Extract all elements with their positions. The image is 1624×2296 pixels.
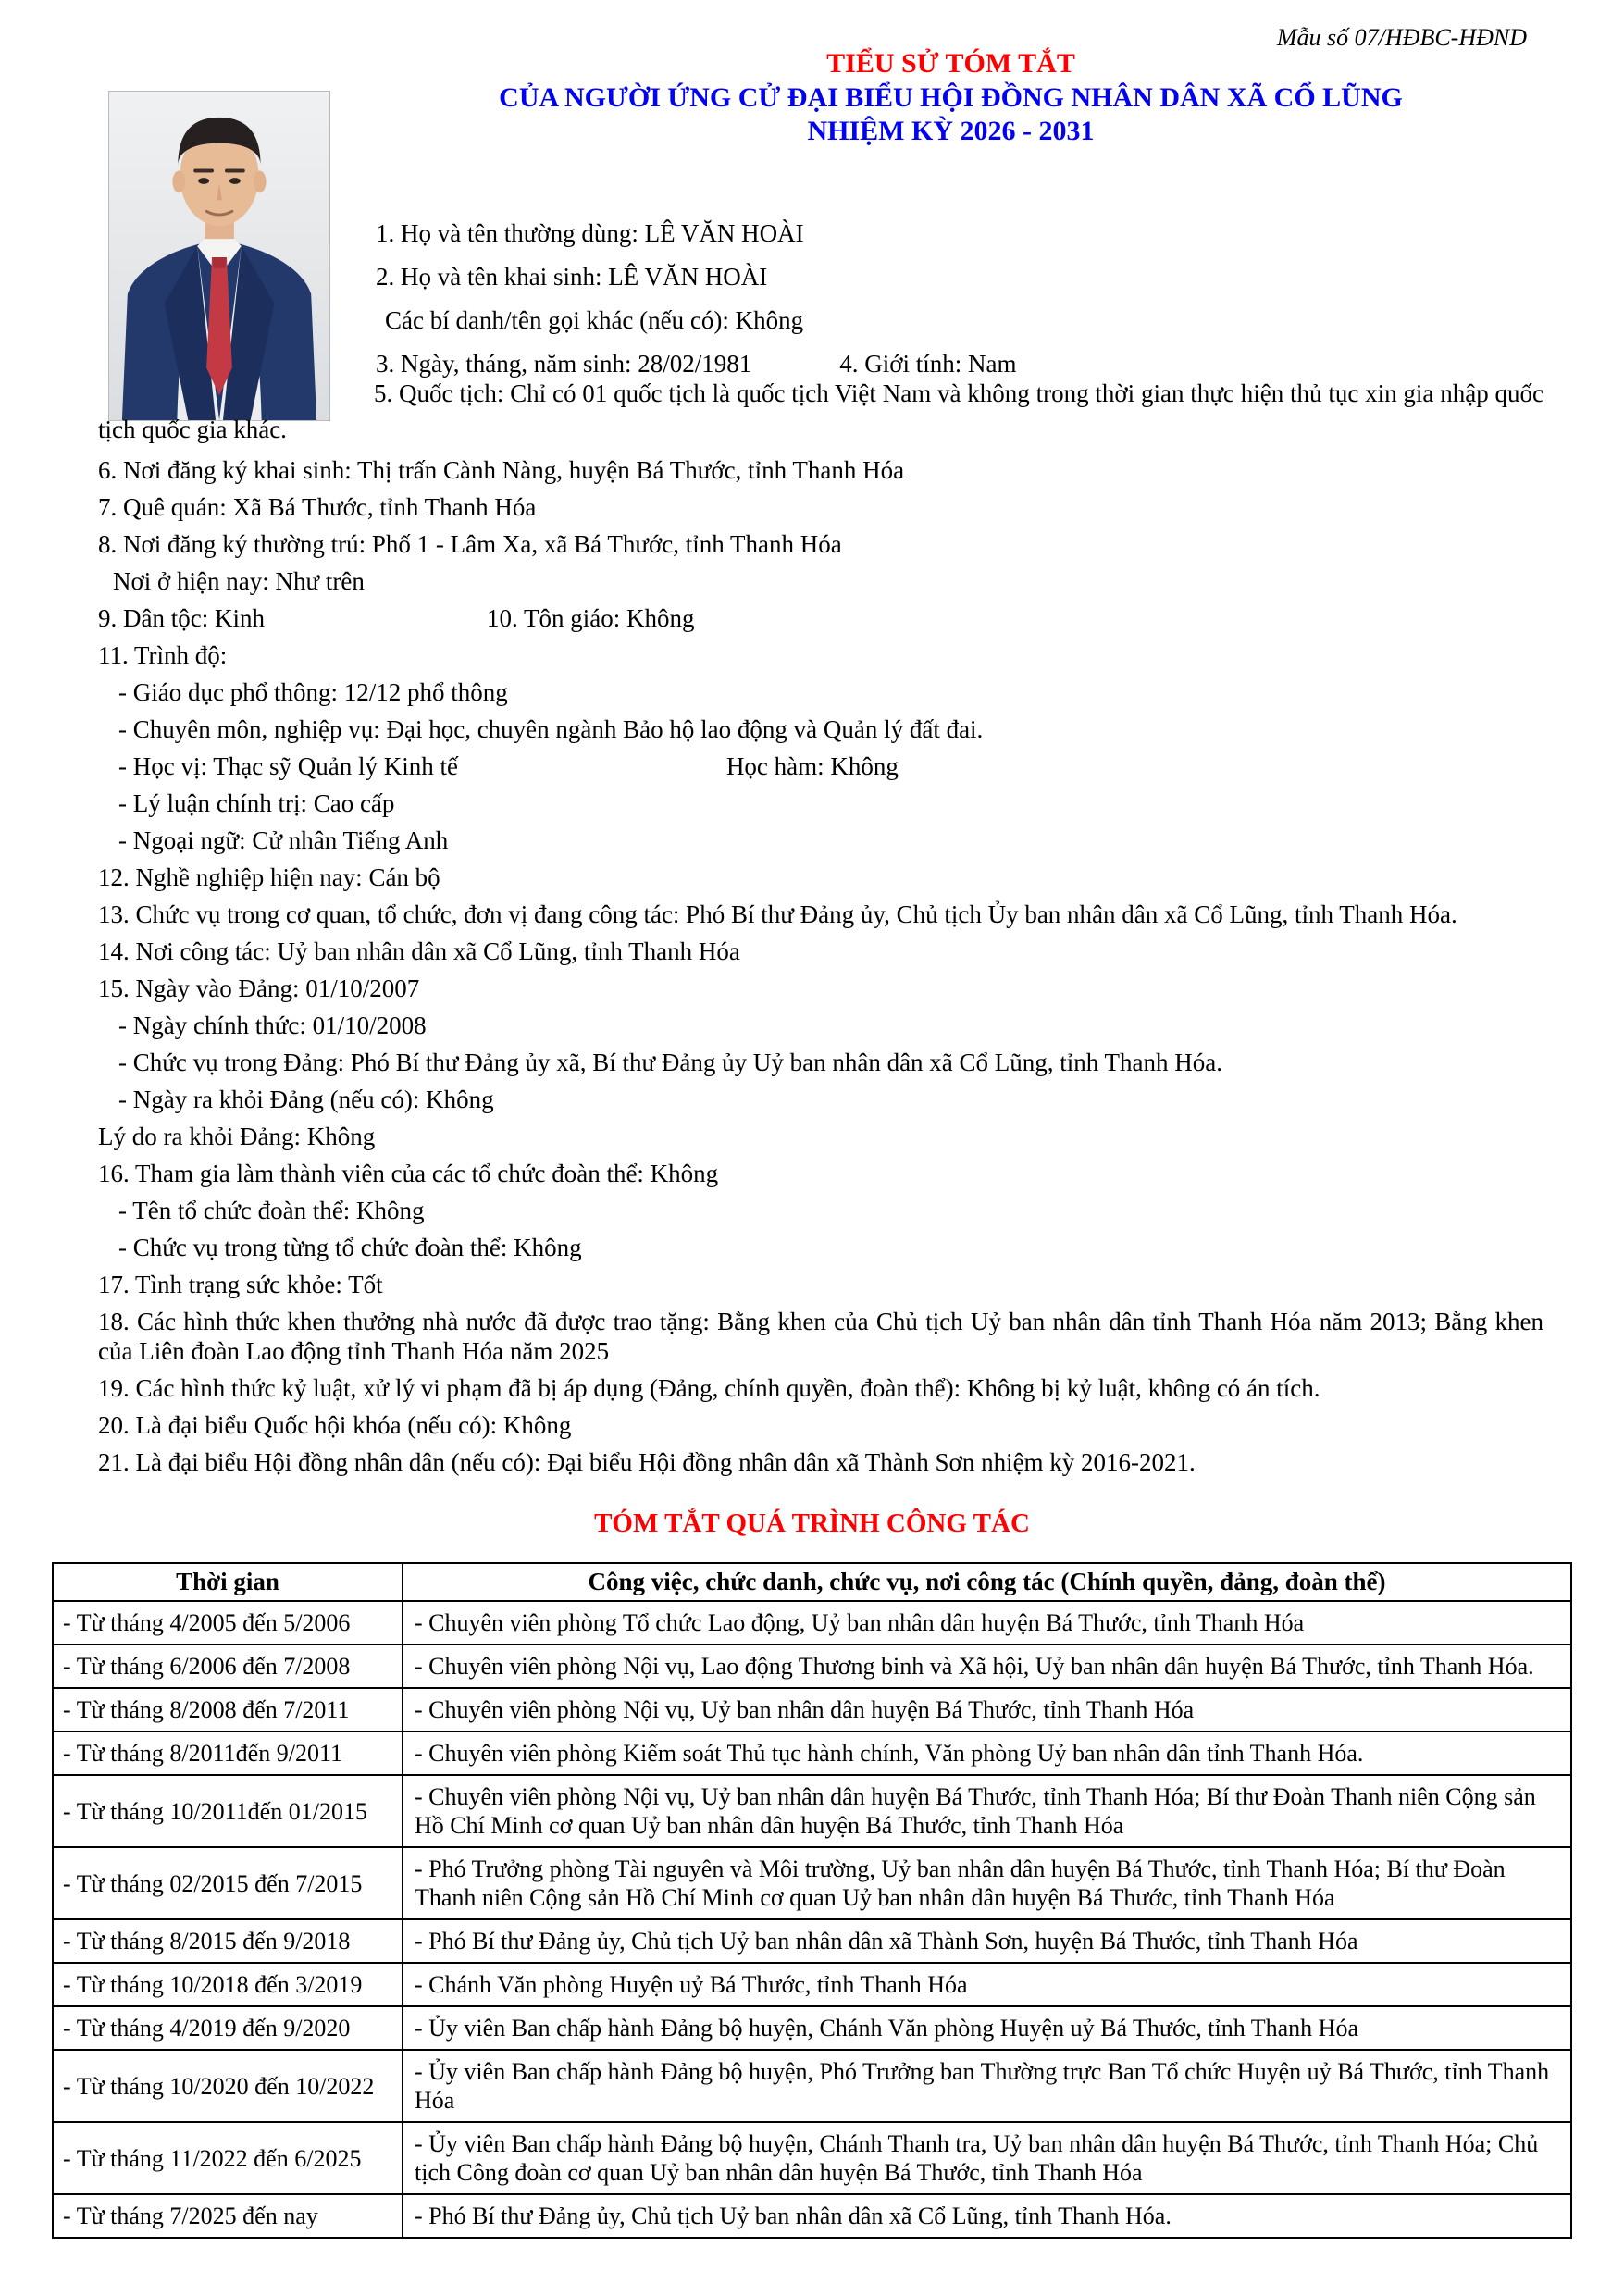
career-period: - Từ tháng 8/2015 đến 9/2018 bbox=[53, 1919, 403, 1963]
form-number: Mẫu số 07/HĐBC-HĐND bbox=[1276, 24, 1527, 51]
info-line bbox=[98, 1447, 1543, 1477]
personal-info-beside-photo bbox=[376, 218, 1579, 392]
info-text: 1. Họ và tên thường dùng: LÊ VĂN HOÀI bbox=[376, 219, 804, 247]
career-period: - Từ tháng 02/2015 đến 7/2015 bbox=[53, 1847, 403, 1919]
info-line bbox=[98, 1159, 1543, 1188]
info-line bbox=[98, 603, 1543, 633]
info-line bbox=[376, 262, 1579, 292]
info-text: Nơi ở hiện nay: Như trên bbox=[113, 567, 365, 595]
info-text: - Ngày chính thức: 01/10/2008 bbox=[118, 1011, 427, 1039]
career-position: - Phó Bí thư Đảng ủy, Chủ tịch Uỷ ban nhân dân xã Thành Sơn, huyện Bá Thước, tỉnh Thanh Hóa bbox=[403, 1919, 1571, 1963]
document-subtitle-line1: CỦA NGƯỜI ỨNG CỬ ĐẠI BIỂU HỘI ĐỒNG NHÂN DÂN XÃ CỔ LŨNG bbox=[499, 81, 1403, 113]
career-period: - Từ tháng 10/2018 đến 3/2019 bbox=[53, 1963, 403, 2006]
career-period: - Từ tháng 4/2019 đến 9/2020 bbox=[53, 2006, 403, 2050]
career-table-row bbox=[53, 1847, 1571, 1919]
career-table-header-row bbox=[53, 1563, 1571, 1601]
info-line bbox=[98, 1373, 1543, 1403]
info-line bbox=[98, 825, 1543, 855]
info-line bbox=[98, 1085, 1543, 1114]
career-period: - Từ tháng 10/2020 đến 10/2022 bbox=[53, 2050, 403, 2122]
info-text: 13. Chức vụ trong cơ quan, tổ chức, đơn vị đang công tác: Phó Bí thư Đảng ủy, Chủ tịch Ủy ban nhân dân xã Cổ Lũng, tỉnh Thanh Hóa. bbox=[98, 900, 1457, 928]
career-period: - Từ tháng 4/2005 đến 5/2006 bbox=[53, 1601, 403, 1644]
info-text: - Ngoại ngữ: Cử nhân Tiếng Anh bbox=[118, 826, 449, 854]
info-text: - Ngày ra khỏi Đảng (nếu có): Không bbox=[118, 1086, 494, 1113]
info-text: 16. Tham gia làm thành viên của các tổ chức đoàn thể: Không bbox=[98, 1160, 719, 1187]
info-text: 21. Là đại biểu Hội đồng nhân dân (nếu có): Đại biểu Hội đồng nhân dân xã Thành Sơn nhiệm kỳ 2016-2021. bbox=[98, 1448, 1196, 1476]
document-title: TIỂU SỬ TÓM TẮT bbox=[826, 48, 1075, 79]
career-period: - Từ tháng 11/2022 đến 6/2025 bbox=[53, 2122, 403, 2194]
info-line bbox=[98, 714, 1543, 744]
info-text: 20. Là đại biểu Quốc hội khóa (nếu có): Không bbox=[98, 1411, 572, 1439]
info-line bbox=[98, 566, 1543, 596]
career-period: - Từ tháng 8/2011đến 9/2011 bbox=[53, 1731, 403, 1775]
info-text: Các bí danh/tên gọi khác (nếu có): Không bbox=[385, 306, 804, 334]
info-text: 14. Nơi công tác: Uỷ ban nhân dân xã Cổ Lũng, tỉnh Thanh Hóa bbox=[98, 937, 740, 965]
career-position: - Phó Bí thư Đảng ủy, Chủ tịch Uỷ ban nhân dân xã Cổ Lũng, tỉnh Thanh Hóa. bbox=[403, 2194, 1571, 2238]
info-line bbox=[98, 677, 1543, 707]
career-position: - Chuyên viên phòng Nội vụ, Lao động Thương binh và Xã hội, Uỷ ban nhân dân huyện Bá Thước, tỉnh Thanh Hóa. bbox=[403, 1644, 1571, 1688]
career-table-row bbox=[53, 2050, 1571, 2122]
info-line bbox=[376, 305, 1579, 335]
info-line bbox=[98, 455, 1543, 485]
career-position: - Chuyên viên phòng Nội vụ, Uỷ ban nhân dân huyện Bá Thước, tỉnh Thanh Hóa bbox=[403, 1688, 1571, 1731]
info-text: 3. Ngày, tháng, năm sinh: 28/02/1981 bbox=[376, 350, 752, 378]
career-table-row bbox=[53, 2194, 1571, 2238]
info-text: 4. Giới tính: Nam bbox=[839, 350, 1017, 378]
column-header-time: Thời gian bbox=[53, 1563, 403, 1601]
candidate-photo bbox=[108, 91, 330, 421]
career-table-row bbox=[53, 2006, 1571, 2050]
info-text: 6. Nơi đăng ký khai sinh: Thị trấn Cành Nàng, huyện Bá Thước, tỉnh Thanh Hóa bbox=[98, 456, 905, 484]
info-line bbox=[98, 1196, 1543, 1225]
career-position: - Chuyên viên phòng Tổ chức Lao động, Uỷ ban nhân dân huyện Bá Thước, tỉnh Thanh Hóa bbox=[403, 1601, 1571, 1644]
career-period: - Từ tháng 6/2006 đến 7/2008 bbox=[53, 1644, 403, 1688]
info-text: - Học vị: Thạc sỹ Quản lý Kinh tế bbox=[118, 752, 458, 780]
info-line bbox=[98, 1410, 1543, 1440]
info-line bbox=[98, 1270, 1543, 1299]
info-text: 9. Dân tộc: Kinh bbox=[98, 604, 265, 632]
info-text: - Chuyên môn, nghiệp vụ: Đại học, chuyên ngành Bảo hộ lao động và Quản lý đất đai. bbox=[118, 715, 984, 743]
career-period: - Từ tháng 7/2025 đến nay bbox=[53, 2194, 403, 2238]
info-line bbox=[98, 640, 1543, 670]
info-text: - Giáo dục phổ thông: 12/12 phổ thông bbox=[118, 678, 508, 706]
career-table-row bbox=[53, 1731, 1571, 1775]
info-text: 12. Nghề nghiệp hiện nay: Cán bộ bbox=[98, 863, 440, 891]
career-period: - Từ tháng 8/2008 đến 7/2011 bbox=[53, 1688, 403, 1731]
info-line bbox=[98, 529, 1543, 559]
info-line bbox=[98, 492, 1543, 522]
info-line bbox=[98, 1307, 1543, 1366]
info-text: 15. Ngày vào Đảng: 01/10/2007 bbox=[98, 974, 420, 1002]
info-text: 7. Quê quán: Xã Bá Thước, tỉnh Thanh Hóa bbox=[98, 493, 537, 521]
document-header bbox=[305, 48, 1596, 147]
info-text: 19. Các hình thức kỷ luật, xử lý vi phạm đã bị áp dụng (Đảng, chính quyền, đoàn thể): Không bị kỷ luật, không có án tích. bbox=[98, 1374, 1320, 1402]
info-line-nationality: 5. Quốc tịch: Chỉ có 01 quốc tịch là quốc tịch Việt Nam và không trong thời gian thực hiện thủ tục xin gia nhập quốc tịch quốc gia khác. bbox=[98, 379, 1543, 443]
portrait-illustration bbox=[109, 92, 329, 420]
career-period: - Từ tháng 10/2011đến 01/2015 bbox=[53, 1775, 403, 1847]
info-line bbox=[376, 349, 1579, 379]
career-position: - Ủy viên Ban chấp hành Đảng bộ huyện, Chánh Thanh tra, Uỷ ban nhân dân huyện Bá Thước, tỉnh Thanh Hóa; Chủ tịch Công đoàn cơ quan Uỷ ban nhân dân huyện Bá Thước, tỉnh Thanh Hóa bbox=[403, 2122, 1571, 2194]
career-table-row bbox=[53, 1644, 1571, 1688]
info-line bbox=[376, 218, 1579, 248]
career-table-row bbox=[53, 1963, 1571, 2006]
personal-info-list bbox=[98, 455, 1543, 1484]
info-line bbox=[98, 937, 1543, 966]
career-position: - Ủy viên Ban chấp hành Đảng bộ huyện, Phó Trưởng ban Thường trực Ban Tổ chức Huyện uỷ Bá Thước, tỉnh Thanh Hóa bbox=[403, 2050, 1571, 2122]
career-table-row bbox=[53, 1919, 1571, 1963]
career-section-title: TÓM TẮT QUÁ TRÌNH CÔNG TÁC bbox=[594, 1508, 1030, 1538]
info-line bbox=[98, 1233, 1543, 1262]
info-text: - Chức vụ trong từng tổ chức đoàn thể: Không bbox=[118, 1234, 582, 1261]
info-line bbox=[98, 1122, 1543, 1151]
info-text: 10. Tôn giáo: Không bbox=[486, 604, 695, 632]
info-line bbox=[98, 1011, 1543, 1040]
info-text: - Tên tổ chức đoàn thể: Không bbox=[118, 1197, 425, 1224]
info-line bbox=[98, 788, 1543, 818]
info-text: Học hàm: Không bbox=[725, 752, 899, 780]
column-header-work: Công việc, chức danh, chức vụ, nơi công tác (Chính quyền, đảng, đoàn thể) bbox=[403, 1563, 1571, 1601]
info-text: 11. Trình độ: bbox=[98, 641, 228, 669]
career-table-row bbox=[53, 1775, 1571, 1847]
document-subtitle-line2: NHIỆM KỲ 2026 - 2031 bbox=[807, 116, 1095, 147]
career-history-table bbox=[52, 1562, 1572, 2239]
career-table-row bbox=[53, 2122, 1571, 2194]
info-text: - Lý luận chính trị: Cao cấp bbox=[118, 789, 395, 817]
info-text: 8. Nơi đăng ký thường trú: Phố 1 - Lâm Xa, xã Bá Thước, tỉnh Thanh Hóa bbox=[98, 530, 842, 558]
career-table-row bbox=[53, 1688, 1571, 1731]
info-line bbox=[98, 900, 1543, 929]
info-line bbox=[98, 974, 1543, 1003]
info-text: Lý do ra khỏi Đảng: Không bbox=[98, 1123, 376, 1150]
career-position: - Phó Trưởng phòng Tài nguyên và Môi trường, Uỷ ban nhân dân huyện Bá Thước, tỉnh Thanh Hóa; Bí thư Đoàn Thanh niên Cộng sản Hồ Chí Minh cơ quan Uỷ ban nhân dân huyện Bá Thước, tỉnh Thanh Hóa bbox=[403, 1847, 1571, 1919]
info-text: 18. Các hình thức khen thưởng nhà nước đã được trao tặng: Bằng khen của Chủ tịch Uỷ ban nhân dân tỉnh Thanh Hóa năm 2013; Bằng khen của Liên đoàn Lao động tỉnh Thanh Hóa năm 2025 bbox=[98, 1308, 1543, 1365]
career-table-row bbox=[53, 1601, 1571, 1644]
info-line bbox=[98, 751, 1543, 781]
career-position: - Chuyên viên phòng Nội vụ, Uỷ ban nhân dân huyện Bá Thước, tỉnh Thanh Hóa; Bí thư Đoàn Thanh niên Cộng sản Hồ Chí Minh cơ quan Uỷ ban nhân dân huyện Bá Thước, tỉnh Thanh Hóa bbox=[403, 1775, 1571, 1847]
career-position: - Ủy viên Ban chấp hành Đảng bộ huyện, Chánh Văn phòng Huyện uỷ Bá Thước, tỉnh Thanh Hóa bbox=[403, 2006, 1571, 2050]
info-text: 2. Họ và tên khai sinh: LÊ VĂN HOÀI bbox=[376, 263, 768, 291]
career-position: - Chánh Văn phòng Huyện uỷ Bá Thước, tỉnh Thanh Hóa bbox=[403, 1963, 1571, 2006]
info-text: - Chức vụ trong Đảng: Phó Bí thư Đảng ủy xã, Bí thư Đảng ủy Uỷ ban nhân dân xã Cổ Lũng, tỉnh Thanh Hóa. bbox=[118, 1049, 1223, 1076]
info-line bbox=[98, 863, 1543, 892]
career-position: - Chuyên viên phòng Kiểm soát Thủ tục hành chính, Văn phòng Uỷ ban nhân dân tỉnh Thanh Hóa. bbox=[403, 1731, 1571, 1775]
info-text: 17. Tình trạng sức khỏe: Tốt bbox=[98, 1271, 383, 1298]
info-line bbox=[98, 1048, 1543, 1077]
